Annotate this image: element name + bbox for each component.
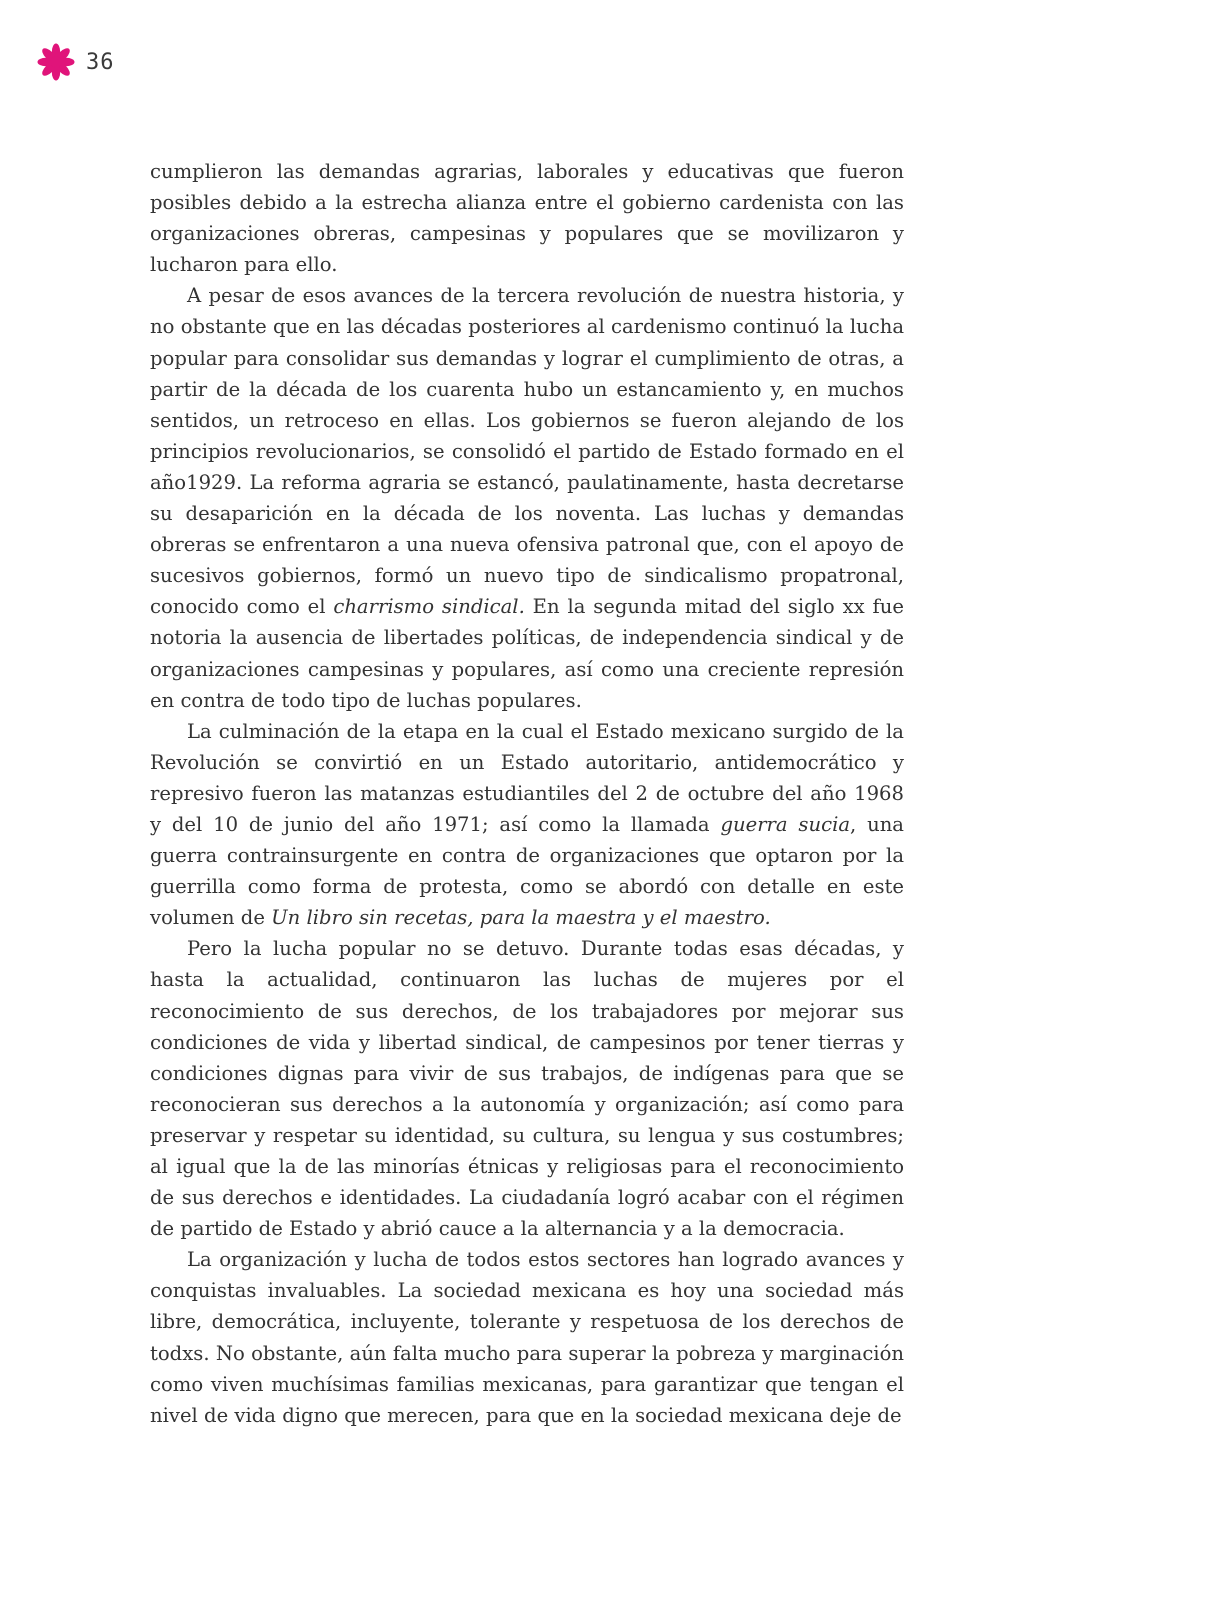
asterisk-icon <box>36 42 76 82</box>
italic-phrase: charrismo sindical. <box>333 595 525 619</box>
page-number: 36 <box>86 49 115 75</box>
text-run: La organización y lucha de todos estos sectores han logrado avances y conquistas invaluables. La sociedad mexicana es hoy una sociedad más libre, democrática, incluyente, tolerante y respetuosa de los derechos de todxs. No obstante, aún falta mucho para superar la pobreza y marginación como viven muchísimas familias mexicanas, para garantizar que tengan el nivel de vida digno que merecen, para que en la sociedad mexicana deje de <box>150 1248 904 1427</box>
text-run: Pero la lucha popular no se detuvo. Durante todas esas décadas, y hasta la actualidad, continuaron las luchas de mujeres por el reconocimiento de sus derechos, de los trabajadores por mejorar sus condiciones de vida y libertad sindical, de campesinos por tener tierras y condiciones dignas para vivir de sus trabajos, de indígenas para que se reconocieran sus derechos a la autonomía y organización; así como para preservar y respetar su identidad, su cultura, su lengua y sus costumbres; al igual que la de las minorías étnicas y religiosas para el reconocimiento de sus derechos e identidades. La ciudadanía logró acabar con el régimen de partido de Estado y abrió cauce a la alternancia y a la democracia. <box>150 937 904 1241</box>
paragraph <box>150 156 904 280</box>
italic-phrase: Un libro sin recetas, para la maestra y el maestro. <box>271 906 771 930</box>
paragraph <box>150 1244 904 1431</box>
paragraph <box>150 716 904 934</box>
paragraph <box>150 933 904 1244</box>
text-run: A pesar de esos avances de la tercera revolución de nuestra historia, y no obstante que en las décadas posteriores al cardenismo continuó la lucha popular para consolidar sus demandas y lograr el cumplimiento de otras, a partir de la década de los cuarenta hubo un estancamiento y, en muchos sentidos, un retroceso en ellas. Los gobiernos se fueron alejando de los principios revolucionarios, se consolidó el partido de Estado formado en el año1929. La reforma agraria se estancó, paulatinamente, hasta decretarse su desaparición en la década de los noventa. Las luchas y demandas obreras se enfrentaron a una nueva ofensiva patronal que, con el apoyo de sucesivos gobiernos, formó un nuevo tipo de sindicalismo propatronal, conocido como el <box>150 284 904 619</box>
text-run: La culminación de la etapa en la cual el Estado mexicano surgido de la Revolución se convirtió en un Estado autoritario, antidemocrático y represivo fueron las matanzas estudiantiles del 2 de octubre del año 1968 y del 10 de junio del año 1971; así como la llamada <box>150 719 904 836</box>
text-run: En la segunda mitad del siglo xx fue notoria la ausencia de libertades políticas, de independencia sindical y de organizaciones campesinas y populares, así como una creciente represión en contra de todo tipo de luchas populares. <box>150 595 904 712</box>
body-text <box>150 156 904 1431</box>
text-run: , una guerra contrainsurgente en contra de organizaciones que optaron por la guerrilla como forma de protesta, como se abordó con detalle en este volumen de <box>150 812 904 930</box>
page-header <box>36 42 115 82</box>
italic-phrase: guerra sucia <box>720 812 851 836</box>
paragraph <box>150 280 904 715</box>
text-run: cumplieron las demandas agrarias, laborales y educativas que fueron posibles debido a la estrecha alianza entre el gobierno cardenista con las organizaciones obreras, campesinas y populares que se movilizaron y lucharon para ello. <box>150 160 904 277</box>
